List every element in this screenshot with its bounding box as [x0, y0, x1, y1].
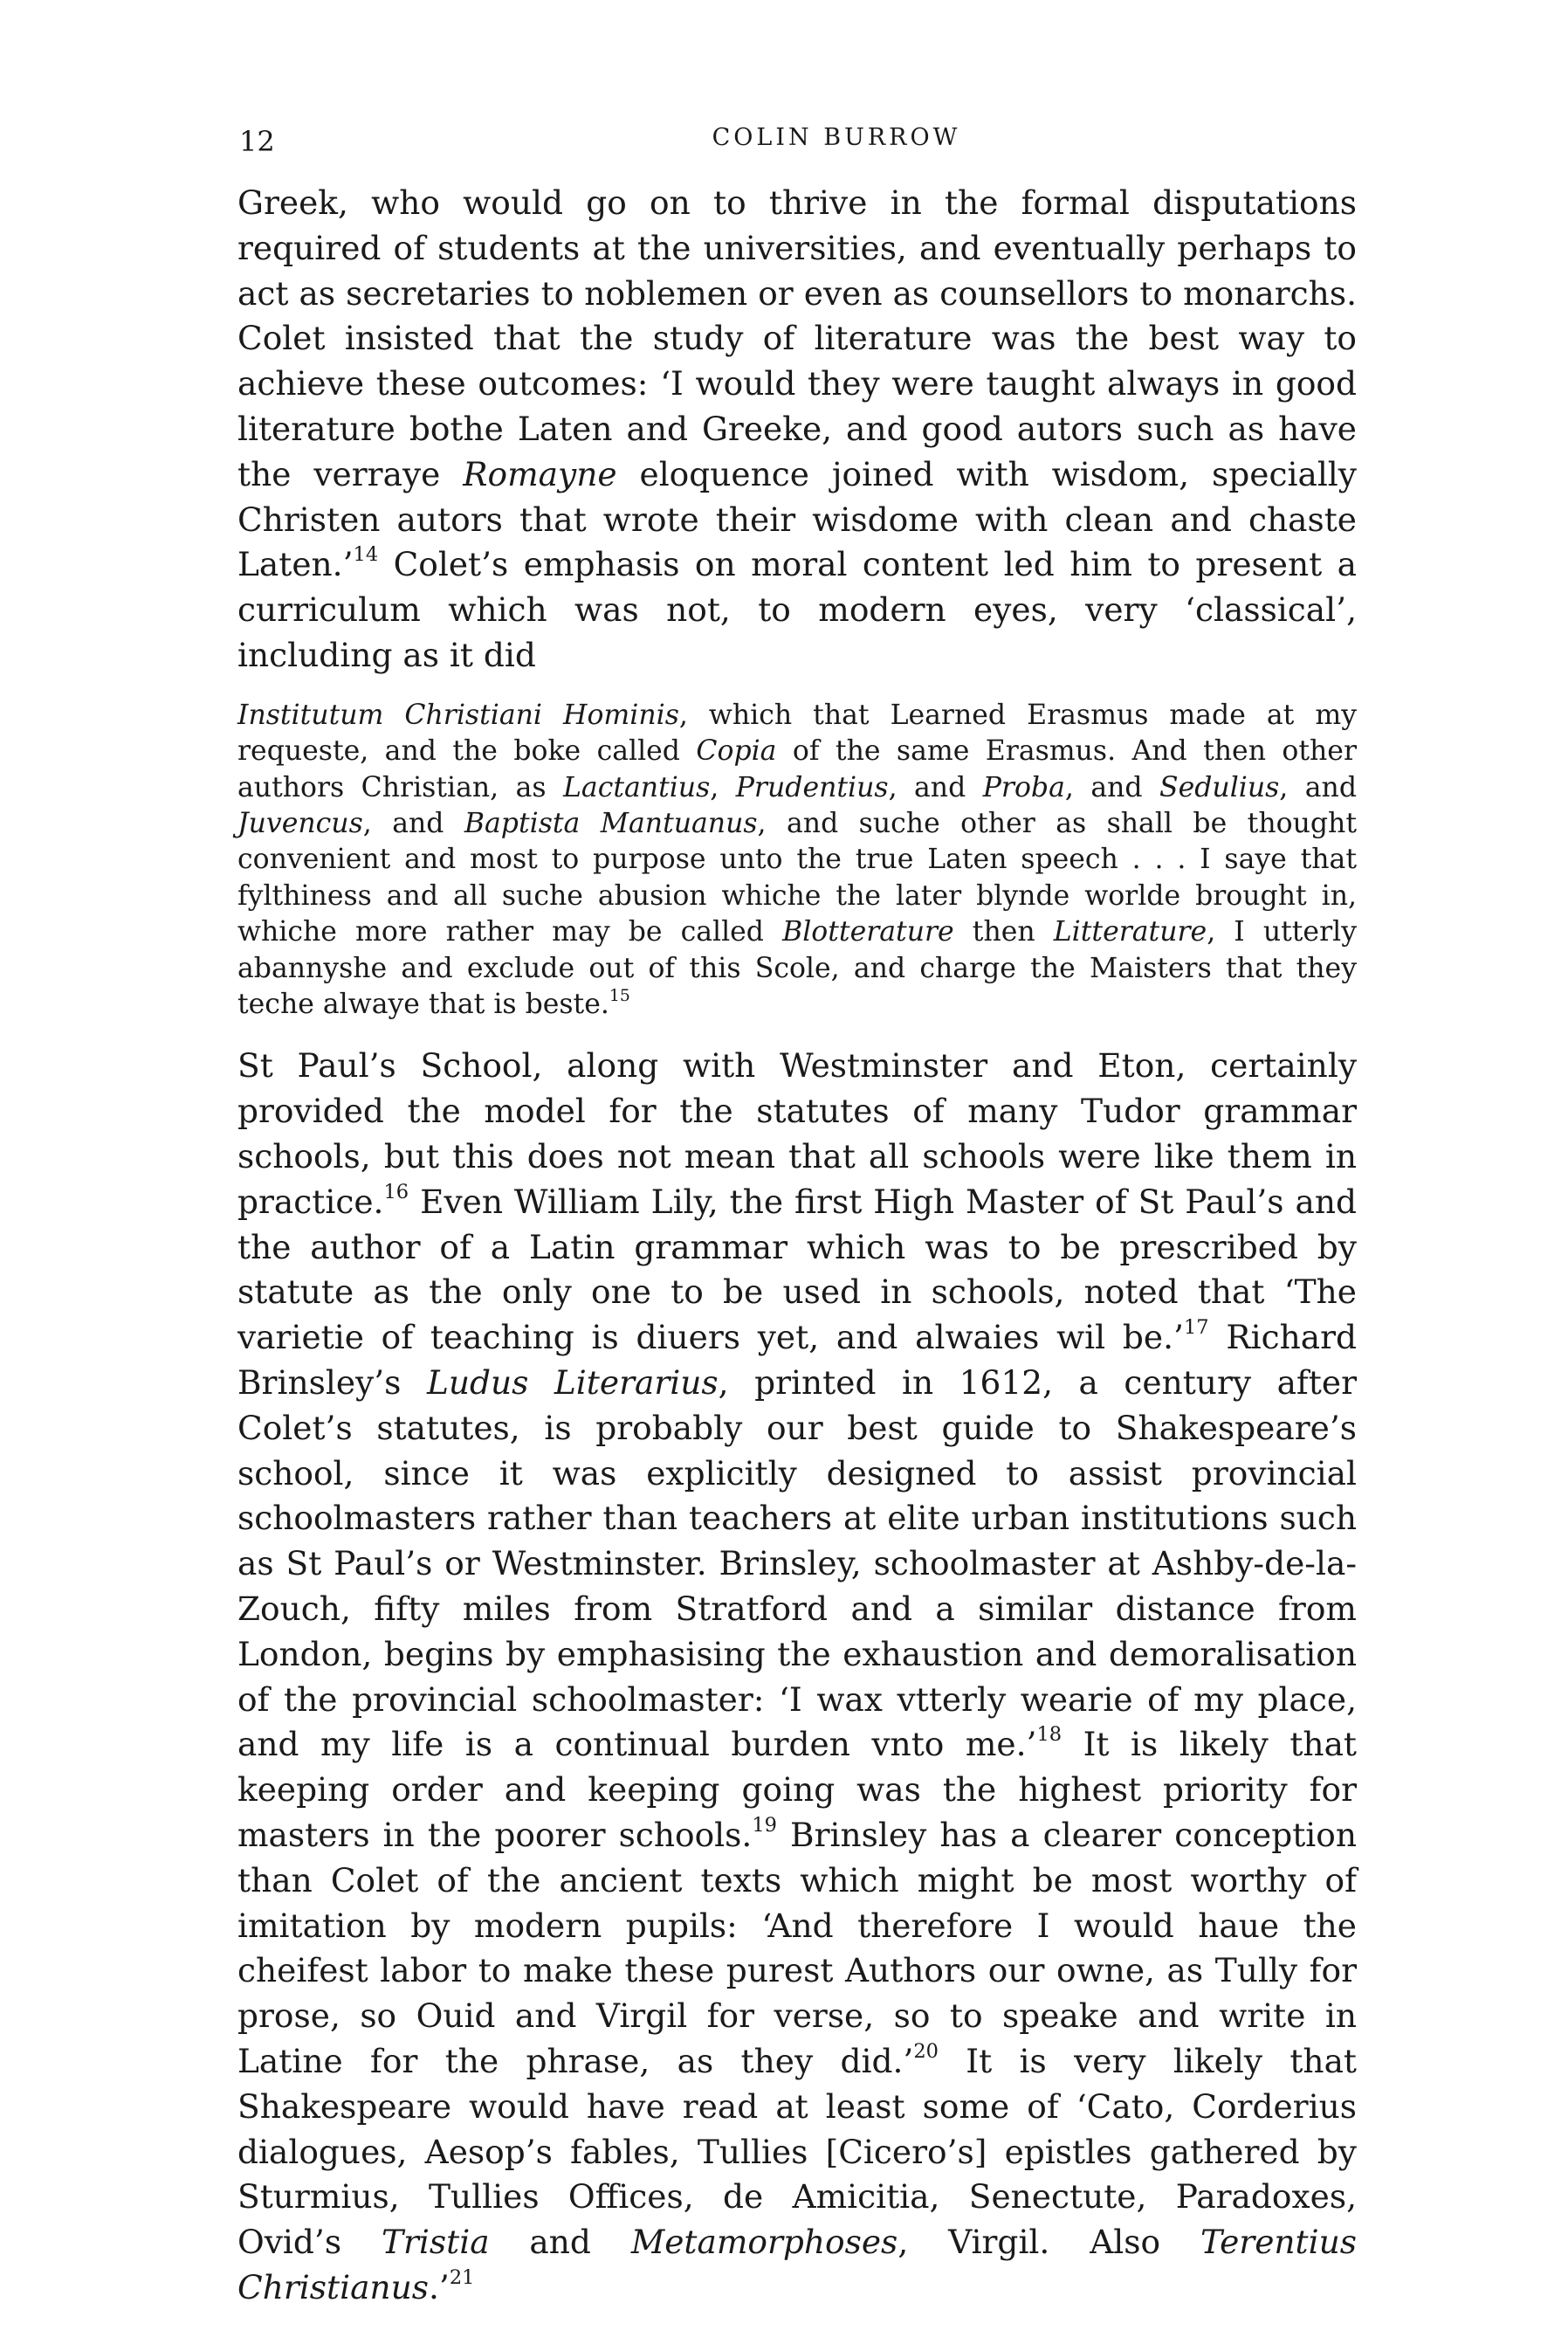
italic-phrase: Prudentius	[735, 771, 889, 803]
text-run: It is very likely that Shakespeare would have read at least some of ‘Cato, Corderius dialogues, Aesop’s fables, Tullies [Cicero’s] epistles gathered by Sturmius, Tullies Offices, de Amicitia, Senectute, Paradoxes, Ovid’s	[237, 2041, 1357, 2262]
italic-phrase: Tristia	[381, 2223, 490, 2262]
italic-phrase: Terentius Christianus	[237, 2223, 1357, 2306]
italic-phrase: Lactantius	[563, 771, 711, 803]
block-quote	[237, 698, 1357, 1024]
italic-phrase: Proba	[982, 771, 1065, 803]
text-run: then	[953, 916, 1054, 948]
running-head-text: COLIN BURROW	[712, 124, 961, 151]
footnote-ref: 14	[353, 543, 379, 567]
text-run: It is likely that keeping order and keeping going was the highest priority for masters in the poorer schools.	[237, 1725, 1358, 1854]
italic-phrase: Romayne	[463, 454, 617, 493]
italic-phrase: Metamorphoses	[630, 2223, 898, 2262]
text-run: Richard Brinsley’s	[237, 1318, 1358, 1402]
text-run: of the same Erasmus. And then other authors Christian, as	[237, 735, 1358, 803]
footnote-ref: 20	[913, 2040, 939, 2064]
italic-phrase: Blotterature	[782, 916, 954, 948]
italic-phrase: Baptista Mantuanus	[464, 807, 758, 839]
paragraph-1	[237, 181, 1357, 679]
italic-phrase: Ludus Literarius	[426, 1363, 719, 1402]
footnote-ref: 16	[383, 1180, 409, 1203]
text-run: , printed in 1612, a century after Colet’s statutes, is probably our best guide to Shakespeare’s school, since it was explicitly designed to assist provincial schoolmasters rather than teachers at elite urban institutions such as St Paul’s or Westminster. Brinsley, schoolmaster at Ashby-de-la-Zouch, fifty miles from Stratford and a similar distance from London, begins by emphasising the exhaustion and demoralisation of the provincial schoolmaster: ‘I wax vtterly wearie of my place, and my life is a continual burden vnto me.’	[237, 1363, 1357, 1764]
italic-phrase: Juvencus	[237, 807, 363, 839]
text-run: , Virgil. Also	[897, 2223, 1200, 2262]
footnote-ref: 19	[752, 1814, 777, 1837]
text-run: eloquence joined with wisdom, specially Christen autors that wrote their wisdome with clean and chaste Laten.’	[237, 454, 1357, 584]
footnote-ref: 17	[1183, 1316, 1209, 1340]
text-run: , which that Learned Erasmus made at my requeste, and the boke called	[237, 699, 1357, 768]
text-run: ,	[710, 771, 736, 803]
text-run: , and	[888, 771, 983, 803]
text-block	[237, 181, 1357, 2311]
text-run: .’	[428, 2267, 450, 2306]
italic-phrase: Litterature	[1053, 916, 1207, 948]
running-head	[0, 124, 1568, 151]
text-run: Even William Lily, the first High Master of St Paul’s and the author of a Latin grammar which was to be prescribed by statute as the only one to be used in schools, noted that ‘The varietie of teaching is diuers yet, and alwaies wil be.’	[237, 1182, 1357, 1357]
italic-phrase: Sedulius	[1159, 771, 1280, 803]
text-run: Colet’s emphasis on moral content led him to present a curriculum which was not, to modern eyes, very ‘classical’, including as it did	[237, 545, 1357, 674]
paragraph-2	[237, 1044, 1357, 2310]
text-run: , and	[1279, 771, 1357, 803]
text-run: , I utterly abannyshe and exclude out of this Scole, and charge the Maisters that they teche alwaye that is beste.	[237, 916, 1358, 1021]
text-run: , and	[362, 807, 464, 839]
footnote-ref: 15	[609, 985, 630, 1005]
text-run: St Paul’s School, along with Westminster and Eton, certainly provided the model for the statutes of many Tudor grammar schools, but this does not mean that all schools were like them in practice.	[237, 1046, 1357, 1221]
text-run: Brinsley has a clearer conception than Colet of the ancient texts which might be most worthy of imitation by modern pupils: ‘And therefore I would haue the cheifest labor to make these purest Authors our owne, as Tully for prose, so Ouid and Virgil for verse, so to speake and write in Latine for the phrase, as they did.’	[237, 1815, 1357, 2080]
footnote-ref: 21	[449, 2266, 475, 2290]
text-run: , and	[1064, 771, 1160, 803]
text-run: , and suche other as shall be thought convenient and most to purpose unto the true Laten speech . . . I saye that fylthiness and all suche abusion whiche the later blynde worlde brought in, whiche more rather may be called	[237, 807, 1357, 948]
text-run: and	[489, 2223, 631, 2262]
footnote-ref: 18	[1036, 1723, 1063, 1747]
italic-phrase: Institutum Christiani Hominis	[237, 699, 679, 731]
page-number: 12	[239, 125, 275, 158]
italic-phrase: Copia	[696, 735, 777, 768]
text-run: Greek, who would go on to thrive in the formal disputations required of students at the universities, and eventually perhaps to act as secretaries to noblemen or even as counsellors to monarchs. Colet insisted that the study of literature was the best way to achieve these outcomes: ‘I would they were taught always in good literature bothe Laten and Greeke, and good autors such as have the verraye	[237, 183, 1357, 493]
